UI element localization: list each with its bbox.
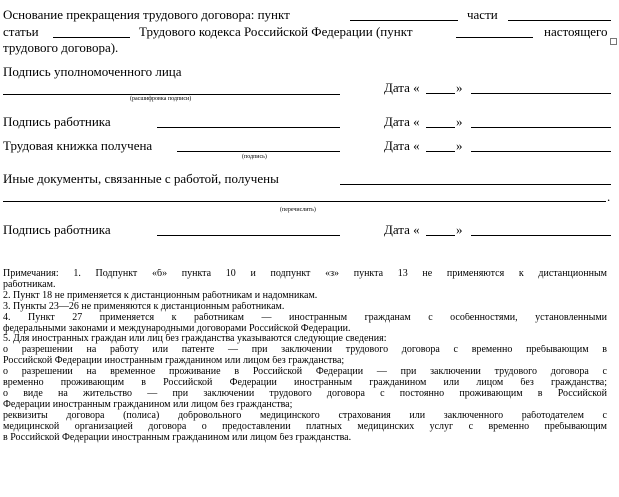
date-label-1: Дата « — [384, 80, 420, 95]
basis-text-1a: Основание прекращения трудового договора: пункт — [3, 7, 290, 22]
date-label-2: Дата « — [384, 114, 420, 129]
basis-text-2a: статьи — [3, 24, 39, 39]
other-docs-hint: (перечислить) — [280, 207, 316, 213]
note-line: 3. Пункты 23—26 не применяются к дистанционным работникам. — [3, 301, 285, 312]
note-line: в Российской Федерации иностранным гражданином или лицом без гражданства. — [3, 432, 352, 443]
basis-text-2b: Трудового кодекса Российской Федерации (пункт — [139, 24, 413, 39]
other-docs-field-1[interactable] — [340, 184, 611, 185]
note-line: Российской Федерации иностранным гражданином или лицом без гражданства; — [3, 356, 345, 367]
note-line: о разрешении на временное проживание в Российской Федерации — при заключении трудового договора с — [3, 367, 607, 378]
other-docs-end: . — [607, 189, 611, 204]
note-line: медицинской организацией договора о предоставлении платных медицинских услуг с временно пребывающим — [3, 421, 607, 432]
note-line: 5. Для иностранных граждан или лиц без гражданства указываются следующие сведения: — [3, 334, 387, 345]
workbook-hint: (подпись) — [242, 154, 267, 160]
basis-contract-point-field[interactable] — [456, 37, 533, 38]
other-docs-label: Иные документы, связанные с работой, получены — [3, 171, 279, 186]
note-line: 2. Пункт 18 не применяется к дистанционным работникам и надомникам. — [3, 290, 318, 301]
date-month-year-field-4[interactable] — [471, 235, 611, 236]
worker-sign-2-label: Подпись работника — [3, 222, 111, 237]
basis-text-1b: части — [467, 7, 498, 22]
date-month-year-field-2[interactable] — [471, 127, 611, 128]
note-line: 4. Пункт 27 применяется к работникам — иностранным гражданам с особенностями, установленными — [3, 312, 607, 323]
note-line: реквизиты договора (полиса) добровольного медицинского страхования или заключенного работодателем с — [3, 410, 607, 421]
note-line: временно проживающим в Российской Федерации иностранным гражданином или лицом без гражданства; — [3, 378, 607, 389]
other-docs-field-2[interactable] — [3, 201, 606, 202]
date-label-4: Дата « — [384, 222, 420, 237]
date-label-3: Дата « — [384, 138, 420, 153]
basis-point-field[interactable] — [350, 20, 458, 21]
basis-text-2c: настоящего — [544, 24, 608, 39]
date-close-4: » — [456, 222, 463, 237]
auth-sign-label: Подпись уполномоченного лица — [3, 64, 182, 79]
worker-sign-1-field[interactable] — [157, 127, 340, 128]
auth-sign-hint: (расшифровка подписи) — [130, 96, 192, 102]
date-close-1: » — [456, 80, 463, 95]
basis-article-field[interactable] — [53, 37, 130, 38]
basis-text-3: трудового договора). — [3, 40, 119, 55]
resize-handle — [610, 38, 617, 45]
date-day-field-2[interactable] — [426, 127, 455, 128]
date-month-year-field-1[interactable] — [471, 93, 611, 94]
worker-sign-2-field[interactable] — [157, 235, 340, 236]
auth-sign-field[interactable] — [3, 94, 340, 95]
basis-part-field[interactable] — [508, 20, 611, 21]
notes-block — [3, 269, 607, 444]
note-line: о разрешении на работу или патенте — при заключении трудового договора с временно пребывающим в — [3, 345, 607, 356]
date-day-field-3[interactable] — [426, 151, 455, 152]
workbook-sign-field[interactable] — [177, 151, 340, 152]
date-day-field-4[interactable] — [426, 235, 455, 236]
date-month-year-field-3[interactable] — [471, 151, 611, 152]
note-line: о виде на жительство — при заключении трудового договора с постоянно проживающим в Российской — [3, 388, 607, 399]
note-line: Федерации иностранным гражданином или лицом без гражданства; — [3, 399, 293, 410]
date-close-2: » — [456, 114, 463, 129]
note-line: Примечания: 1. Подпункт «б» пункта 10 и подпункт «з» пункта 13 не применяются к дистанционным — [3, 269, 607, 279]
date-day-field-1[interactable] — [426, 93, 455, 94]
date-close-3: » — [456, 138, 463, 153]
worker-sign-1-label: Подпись работника — [3, 114, 111, 129]
note-line: федеральными законами и международными договорами Российской Федерации. — [3, 323, 351, 334]
note-line: работникам. — [3, 279, 56, 290]
workbook-label: Трудовая книжка получена — [3, 138, 153, 153]
